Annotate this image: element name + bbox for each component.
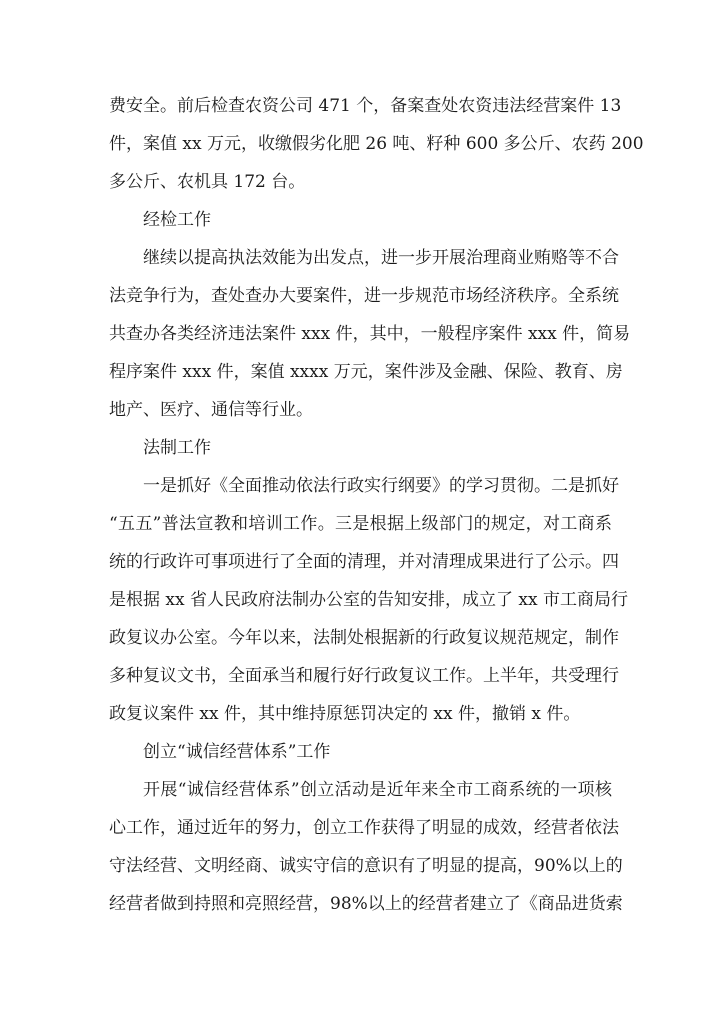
text-line: “五五”普法宣教和培训工作。三是根据上级部门的规定，对工商系	[109, 514, 612, 534]
text-line: 一是抓好《全面推动依法行政实行纲要》的学习贯彻。二是抓好	[143, 476, 619, 496]
section-heading: 法制工作	[143, 438, 211, 458]
text-line: 经营者做到持照和亮照经营，98%以上的经营者建立了《商品进货索	[109, 894, 623, 914]
text-line: 费安全。前后检查农资公司 471 个，备案查处农资违法经营案件 13	[109, 96, 622, 116]
text-line: 统的行政许可事项进行了全面的清理，并对清理成果进行了公示。四	[109, 552, 619, 572]
text-line: 开展“诚信经营体系”创立活动是近年来全市工商系统的一项核	[143, 780, 612, 800]
text-line: 共查办各类经济违法案件 xxx 件，其中，一般程序案件 xxx 件，简易	[109, 324, 631, 344]
text-line: 地产、医疗、通信等行业。	[109, 400, 313, 420]
text-line: 政复议案件 xx 件，其中维持原惩罚决定的 xx 件，撤销 x 件。	[109, 704, 581, 724]
text-line: 是根据 xx 省人民政府法制办公室的告知安排，成立了 xx 市工商局行	[109, 590, 628, 610]
section-heading: 创立“诚信经营体系”工作	[143, 742, 331, 762]
text-line: 继续以提高执法效能为出发点，进一步开展治理商业贿赂等不合	[143, 248, 619, 268]
text-line: 多公斤、农机具 172 台。	[109, 172, 306, 192]
section-heading: 经检工作	[143, 210, 211, 230]
text-line: 件，案值 xx 万元，收缴假劣化肥 26 吨、籽种 600 多公斤、农药 200	[109, 134, 644, 154]
text-line: 心工作，通过近年的努力，创立工作获得了明显的成效，经营者依法	[109, 818, 619, 838]
text-line: 程序案件 xxx 件，案值 xxxx 万元，案件涉及金融、保险、教育、房	[109, 362, 623, 382]
text-line: 多种复议文书，全面承当和履行好行政复议工作。上半年，共受理行	[109, 666, 619, 686]
text-line: 政复议办公室。今年以来，法制处根据新的行政复议规范规定，制作	[109, 628, 619, 648]
text-line: 守法经营、文明经商、诚实守信的意识有了明显的提高，90%以上的	[109, 856, 623, 876]
text-line: 法竞争行为，查处查办大要案件，进一步规范市场经济秩序。全系统	[109, 286, 619, 306]
